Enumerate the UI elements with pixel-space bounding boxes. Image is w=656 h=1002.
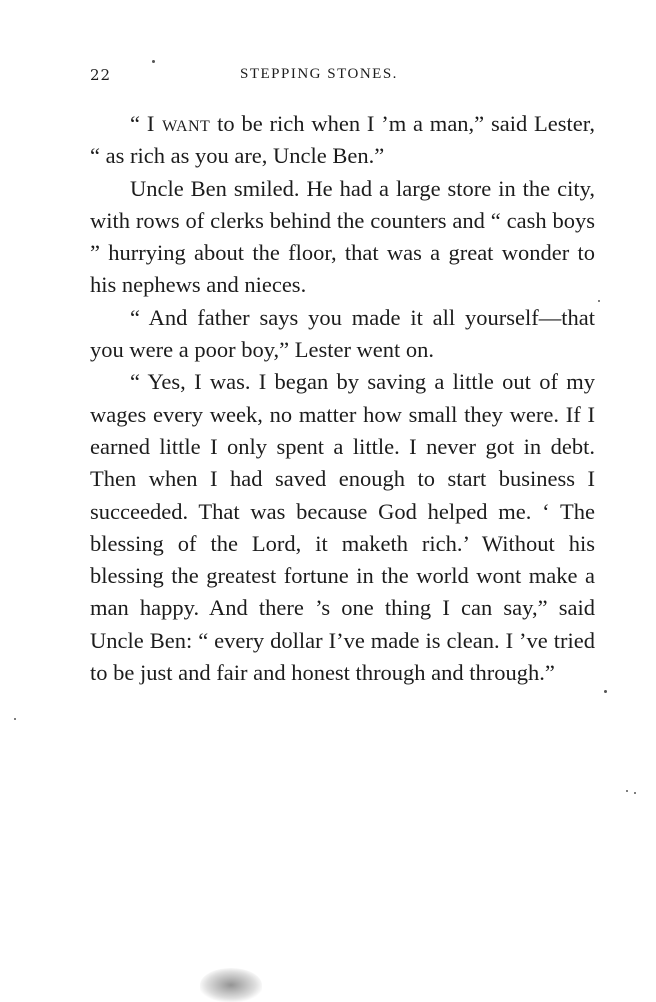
running-title: STEPPING STONES. [240, 66, 398, 82]
paragraph-1-open-quote: “ [130, 111, 147, 136]
paragraph-3: “ And father says you made it all yourself—that you were a poor boy,” Lester went on. [90, 304, 595, 363]
page-number: 22 [90, 66, 112, 84]
paragraph-4: “ Yes, I was. I began by saving a little out of my wages every week, no matter how small they were. If I earned little I only spent a little. I never got in debt. Then when I had saved enough to start business I succeeded. That was because God helped me. ‘ The blessing of the Lord, it maketh rich.’ Without his blessing the greatest fortune in the world wont make a man happy. And there ’s one thing I can say,” said Uncle Ben: “ every dollar I’ve made is clean. I ’ve tried to be just and fair and honest through and through.” [90, 369, 595, 686]
scan-speck [604, 690, 607, 693]
scan-speck [152, 60, 155, 63]
scan-speck [14, 718, 16, 720]
paragraph-1-smallcaps: I want [146, 111, 211, 136]
scan-speck [598, 300, 600, 302]
paragraph-1 [90, 108, 595, 173]
paragraph-1-text: to be rich when I ’m a man,” said Lester, “ as rich as you are, Uncle Ben.” [90, 111, 595, 169]
scan-speck [626, 790, 628, 792]
body-text [90, 108, 595, 689]
running-head [90, 66, 595, 88]
scan-smudge [200, 968, 262, 1002]
paragraph-2: Uncle Ben smiled. He had a large store in the city, with rows of clerks behind the counters and “ cash boys ” hurrying about the floor, that was a great wonder to his nephews and nieces. [90, 175, 595, 298]
scan-speck [634, 792, 636, 794]
